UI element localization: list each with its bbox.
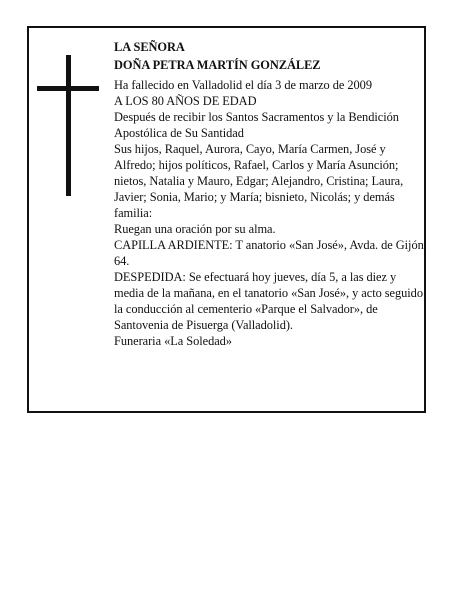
farewell-info: DESPEDIDA: Se efectuará hoy jueves, día 5, a las diez y media de la mañana, en el tanatorio «San José», y acto seguido la conducción al cementerio «Parque el Salvador», de Santovenia de Pisuerga (Valladolid).: [114, 270, 423, 332]
deceased-name: DOÑA PETRA MARTÍN GONZÁLEZ: [114, 58, 321, 72]
family-list: Sus hijos, Raquel, Aurora, Cayo, María Carmen, José y Alfredo; hijos políticos, Rafael, Carlos y María Asunción; nietos, Natalia y Mauro, Edgar; Alejandro, Cristina; Laura, Javier; Sonia, Mario; y María; bisnieto, Nicolás; y demás familia:: [114, 142, 404, 220]
cross-icon-bar: [37, 86, 99, 91]
chapel-info: CAPILLA ARDIENTE: T anatorio «San José», Avda. de Gijón, 64.: [114, 238, 427, 268]
obituary-text: [114, 38, 428, 349]
cross-icon: [66, 55, 71, 196]
age-statement: A LOS 80 AÑOS DE EDAD: [114, 94, 257, 108]
prayer-request: Ruegan una oración por su alma.: [114, 222, 276, 236]
death-statement: Ha fallecido en Valladolid el día 3 de marzo de 2009: [114, 78, 372, 92]
sacraments-statement: Después de recibir los Santos Sacramentos y la Bendición Apostólica de Su Santidad: [114, 110, 399, 140]
funeral-home: Funeraria «La Soledad»: [114, 334, 232, 348]
honorific: LA SEÑORA: [114, 40, 185, 54]
